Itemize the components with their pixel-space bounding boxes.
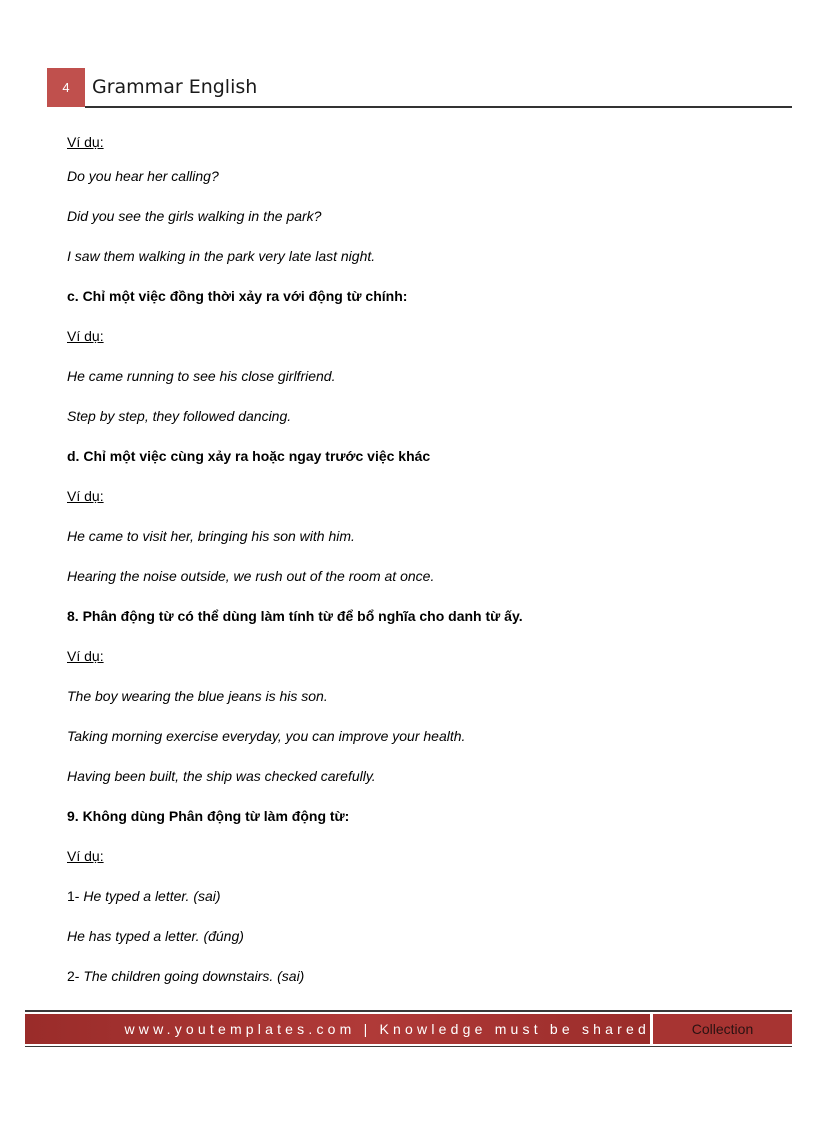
page-header: [47, 68, 792, 108]
section-heading: d. Chỉ một việc cùng xảy ra hoặc ngay trước việc khác: [67, 448, 431, 464]
document-title: Grammar English: [92, 76, 258, 98]
example-label: Ví dụ:: [67, 328, 104, 344]
numbered-example: [67, 967, 304, 985]
example-number: 2-: [67, 968, 84, 984]
footer-tagline: www.youtemplates.com | Knowledge must be shared: [25, 1014, 650, 1044]
section-heading: 9. Không dùng Phân động từ làm động từ:: [67, 808, 350, 824]
example-sentence: Hearing the noise outside, we rush out of the room at once.: [67, 568, 435, 584]
example-label: Ví dụ:: [67, 134, 104, 150]
example-sentence: I saw them walking in the park very late last night.: [67, 248, 376, 264]
example-sentence: He came running to see his close girlfriend.: [67, 368, 336, 384]
example-number: 1-: [67, 888, 84, 904]
example-sentence: Do you hear her calling?: [67, 168, 219, 184]
footer-divider-top: [25, 1010, 792, 1012]
example-sentence: Did you see the girls walking in the park?: [67, 208, 322, 224]
numbered-example: [67, 887, 221, 905]
footer-collection-label: Collection: [653, 1014, 792, 1044]
footer-divider-bottom: [25, 1046, 792, 1047]
example-sentence: The children going downstairs. (sai): [83, 968, 305, 984]
example-label: Ví dụ:: [67, 848, 104, 864]
header-divider: [85, 106, 792, 108]
section-heading: 8. Phân động từ có thể dùng làm tính từ để bổ nghĩa cho danh từ ấy.: [67, 608, 523, 624]
page-number-badge: 4: [47, 68, 85, 107]
page-footer: [25, 1014, 792, 1044]
example-sentence: He came to visit her, bringing his son with him.: [67, 528, 355, 544]
example-sentence: He has typed a letter. (đúng): [67, 928, 244, 944]
example-sentence: He typed a letter. (sai): [83, 888, 221, 904]
example-sentence: Taking morning exercise everyday, you can improve your health.: [67, 728, 466, 744]
example-label: Ví dụ:: [67, 648, 104, 664]
example-sentence: Step by step, they followed dancing.: [67, 408, 292, 424]
example-sentence: Having been built, the ship was checked carefully.: [67, 768, 376, 784]
section-heading: c. Chỉ một việc đồng thời xảy ra với động từ chính:: [67, 288, 408, 304]
example-sentence: The boy wearing the blue jeans is his son.: [67, 688, 328, 704]
example-label: Ví dụ:: [67, 488, 104, 504]
